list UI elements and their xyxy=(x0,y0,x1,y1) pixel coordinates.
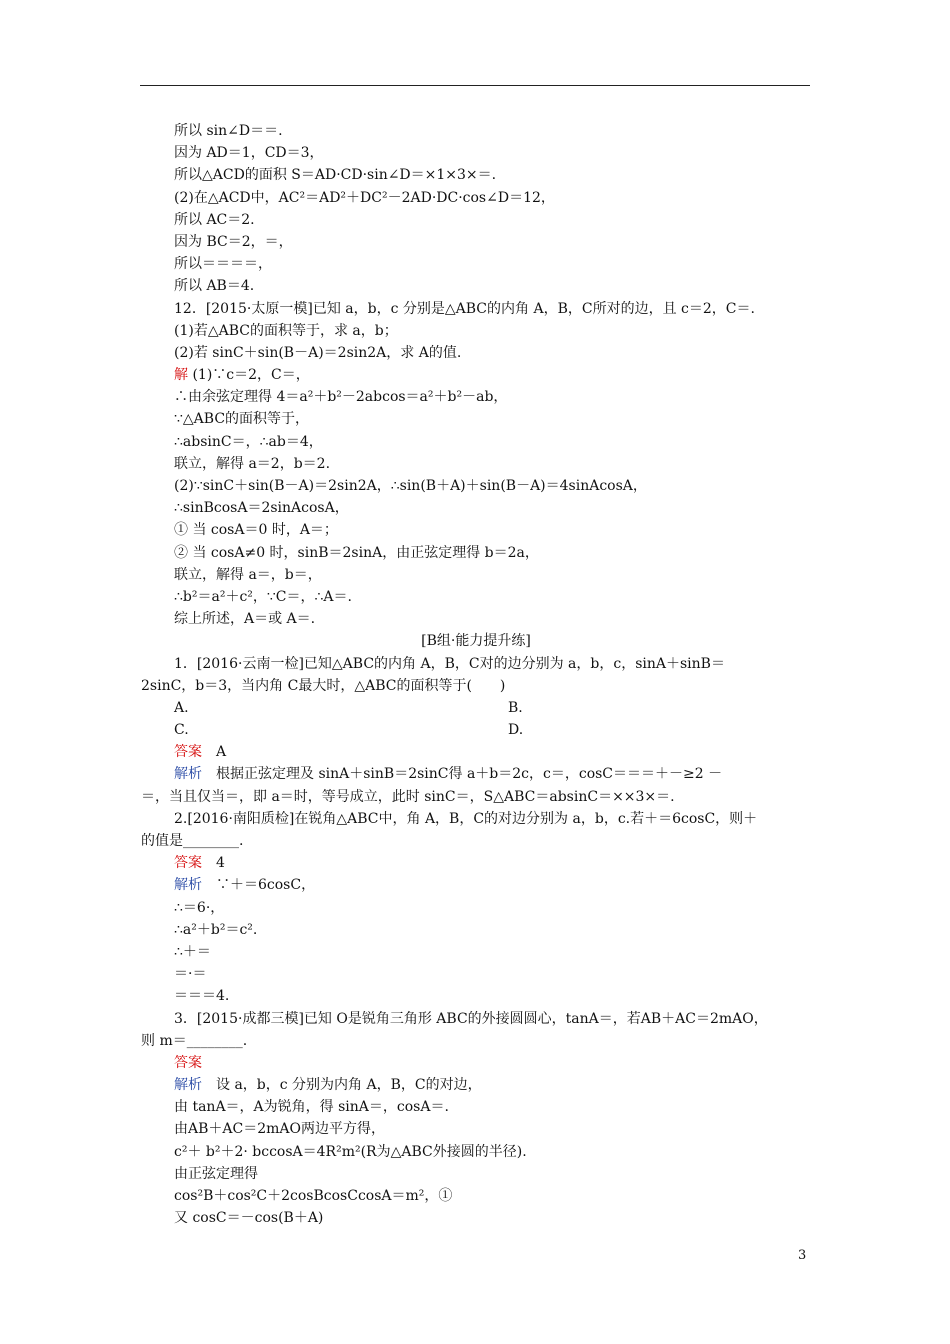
line-text: 又 cosC＝－cos(B＋A) xyxy=(174,1210,324,1227)
text-line xyxy=(141,497,811,519)
header-rule xyxy=(140,85,810,86)
line-text: (1)∵c＝2，C＝， xyxy=(188,367,310,384)
line-text: ∵△ABC的面积等于， xyxy=(174,411,310,428)
text-line xyxy=(141,564,811,586)
text-line xyxy=(141,719,811,741)
answer-label: 解 xyxy=(174,367,188,384)
line-text: c²＋ b²＋2· bccosA＝4R²m²(R为△ABC外接圆的半径). xyxy=(174,1143,527,1160)
line-text: ∴b²＝a²＋c²，∵C＝，∴A＝. xyxy=(174,588,352,605)
answer-label: 答案 xyxy=(174,744,202,761)
text-line xyxy=(141,453,811,475)
line-text: ＝·＝ xyxy=(174,966,207,983)
line-text: (1)若△ABC的面积等于，求 a，b； xyxy=(174,322,398,339)
text-line xyxy=(141,763,811,785)
line-text: 1．[2016·云南一检]已知△ABC的内角 A，B，C对的边分别为 a，b，c，sinA＋sinB＝ xyxy=(174,655,725,672)
line-text: 由AB＋AC＝2mAO两边平方得， xyxy=(174,1121,385,1138)
line-text: ＝＝＝4. xyxy=(174,988,230,1005)
line-text: 所以＝＝＝＝， xyxy=(174,256,272,273)
text-line xyxy=(141,1074,811,1096)
line-text: 因为 AD＝1，CD＝3， xyxy=(174,145,324,162)
text-line xyxy=(141,231,811,253)
line-text: (2)若 sinC＋sin(B－A)＝2sin2A，求 A的值. xyxy=(174,344,462,361)
line-text: 设 a，b，c 分别为内角 A，B，C的对边， xyxy=(202,1077,482,1094)
page-number: 3 xyxy=(798,1248,807,1263)
text-line xyxy=(141,1185,811,1207)
line-text: 则 m＝________. xyxy=(141,1032,248,1049)
line-text: ∴a²＋b²＝c². xyxy=(174,921,258,938)
text-line xyxy=(141,1030,811,1052)
text-line xyxy=(141,275,811,297)
text-line xyxy=(141,1096,811,1118)
line-text: ∴＋＝ xyxy=(174,943,211,960)
line-text: ① 当 cosA＝0 时，A＝； xyxy=(174,522,338,539)
answer-label: 答案 xyxy=(174,1054,202,1071)
line-text: 联立，解得 a＝2，b＝2. xyxy=(174,455,331,472)
text-line xyxy=(141,1118,811,1140)
text-line xyxy=(141,253,811,275)
text-line xyxy=(141,852,811,874)
analysis-label: 解析 xyxy=(174,766,202,783)
text-line xyxy=(141,298,811,320)
line-text: 2sinC，b＝3，当内角 C最大时，△ABC的面积等于( ) xyxy=(141,677,506,694)
line-text: 所以 AB＝4. xyxy=(174,278,255,295)
text-line xyxy=(141,741,811,763)
line-text: 由正弦定理得 xyxy=(174,1165,258,1182)
line-text: 根据正弦定理及 sinA＋sinB＝2sinC得 a＋b＝2c，c＝，cosC＝＝＝＋－≥2 － xyxy=(202,766,723,783)
line-text: 2.[2016·南阳质检]在锐角△ABC中，角 A，B，C的对边分别为 a，b，c.若＋＝6cosC，则＋ xyxy=(174,810,758,827)
text-line xyxy=(141,364,811,386)
line-text: cos²B＋cos²C＋2cosBcosCcosA＝m²，① xyxy=(174,1188,453,1204)
text-line xyxy=(141,985,811,1007)
text-line xyxy=(141,786,811,808)
text-line xyxy=(141,408,811,430)
text-line xyxy=(141,1008,811,1030)
text-line xyxy=(141,608,811,630)
text-line xyxy=(141,542,811,564)
line-text: 综上所述，A＝或 A＝. xyxy=(174,611,316,628)
option-right: D. xyxy=(508,722,524,739)
line-text: 由 tanA＝，A为锐角，得 sinA＝，cosA＝. xyxy=(174,1099,449,1116)
line-text: ∴sinBcosA＝2sinAcosA， xyxy=(174,500,349,517)
text-line xyxy=(141,519,811,541)
text-line xyxy=(141,1163,811,1185)
text-line xyxy=(141,187,811,209)
text-line xyxy=(141,342,811,364)
answer-label: 答案 xyxy=(174,855,202,872)
line-text: 的值是________. xyxy=(141,833,244,849)
text-line xyxy=(141,386,811,408)
text-line xyxy=(141,630,811,652)
line-text: 12．[2015·太原一模]已知 a，b，c 分别是△ABC的内角 A，B，C所对的边，且 c＝2，C＝. xyxy=(174,300,755,317)
text-line xyxy=(141,697,811,719)
text-line xyxy=(141,808,811,830)
line-text: 4 xyxy=(202,855,225,872)
line-text: 3．[2015·成都三模]已知 O是锐角三角形 ABC的外接圆圆心，tanA＝，若AB＋AC＝2mAO， xyxy=(174,1010,768,1027)
text-line xyxy=(141,475,811,497)
text-line xyxy=(141,431,811,453)
line-text: 联立，解得 a＝，b＝， xyxy=(174,566,322,583)
line-text: 因为 BC＝2，＝， xyxy=(174,233,293,250)
text-line xyxy=(141,963,811,985)
text-line xyxy=(141,142,811,164)
text-line xyxy=(141,1141,811,1163)
text-line xyxy=(141,675,811,697)
analysis-label: 解析 xyxy=(174,877,202,894)
text-line xyxy=(141,941,811,963)
text-line xyxy=(141,209,811,231)
analysis-label: 解析 xyxy=(174,1077,202,1094)
line-text: C. xyxy=(174,722,189,739)
line-text: ＝，当且仅当＝，即 a＝时，等号成立，此时 sinC＝，S△ABC＝absinC＝××3×＝. xyxy=(141,788,675,805)
line-text: ② 当 cosA≠0 时，sinB＝2sinA，由正弦定理得 b＝2a， xyxy=(174,544,539,561)
text-line xyxy=(141,653,811,675)
line-text: ∵＋＝6cosC， xyxy=(202,877,316,894)
line-text: 所以△ACD的面积 S＝AD·CD·sin∠D＝×1×3×＝. xyxy=(174,167,497,184)
line-text: [B组·能力提升练] xyxy=(421,633,531,650)
line-text: A xyxy=(202,744,227,761)
line-text: A. xyxy=(174,699,189,716)
option-right: B. xyxy=(508,699,523,716)
text-line xyxy=(141,897,811,919)
text-line xyxy=(141,1052,811,1074)
document-body xyxy=(141,120,811,1229)
line-text: (2)在△ACD中，AC²＝AD²＋DC²－2AD·DC·cos∠D＝12， xyxy=(174,189,555,206)
text-line xyxy=(141,320,811,342)
text-line xyxy=(141,164,811,186)
text-line xyxy=(141,919,811,941)
line-text: (2)∵sinC＋sin(B－A)＝2sin2A，∴sin(B＋A)＋sin(B－A)＝4sinAcosA， xyxy=(174,478,647,494)
line-text: ∴由余弦定理得 4＝a²＋b²－2abcos＝a²＋b²－ab， xyxy=(174,389,508,406)
text-line xyxy=(141,874,811,896)
line-text: 所以 AC＝2. xyxy=(174,211,255,228)
line-text: ∴absinC＝，∴ab＝4， xyxy=(174,433,323,450)
text-line xyxy=(141,586,811,608)
text-line xyxy=(141,1207,811,1229)
line-text: ∴＝6·， xyxy=(174,899,225,916)
line-text: 所以 sin∠D＝＝. xyxy=(174,123,283,139)
text-line xyxy=(141,830,811,852)
text-line xyxy=(141,120,811,142)
